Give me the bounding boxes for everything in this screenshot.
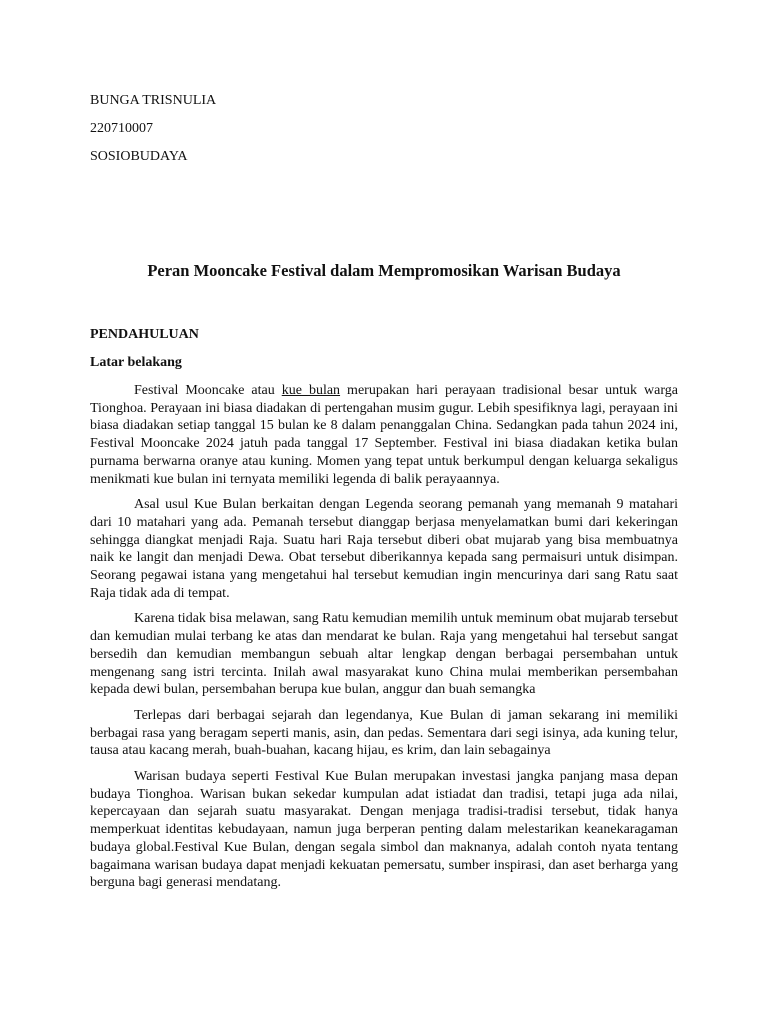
paragraph-1-intro: Festival Mooncake atau	[134, 383, 282, 398]
document-title: Peran Mooncake Festival dalam Mempromosikan Warisan Budaya	[147, 261, 621, 280]
student-id: 220710007	[90, 121, 153, 136]
section-heading: PENDAHULUAN	[90, 327, 199, 342]
paragraph-3: Karena tidak bisa melawan, sang Ratu kemudian memilih untuk meminum obat mujarab tersebut dan kemudian mulai terbang ke atas dan mendarat ke bulan. Raja yang mengetahui hal tersebut sangat bersedih dan kemudian membangun sebuah altar lengkap dengan berbagai persembahan untuk mengenang sang istri tercinta. Inilah awal masyarakat kuno China mulai memberikan persembahan kepada dewi bulan, persembahan berupa kue bulan, anggur dan buah semangka	[90, 611, 678, 698]
author-name: BUNGA TRISNULIA	[90, 93, 217, 108]
paragraph-1-rest: merupakan hari perayaan tradisional besar untuk warga Tionghoa. Perayaan ini biasa diadakan di pertengahan musim gugur. Lebih spesifiknya lagi, perayaan ini biasa diadakan setiap tanggal 15 bulan ke 8 dalam penanggalan China. Sedangkan pada tahun 2024 ini, Festival Mooncake 2024 jatuh pada tanggal 17 September. Festival ini biasa diadakan ketika bulan purnama berwarna oranye atau kuning. Momen yang tepat untuk berkumpul dengan keluarga sekaligus menikmati kue bulan ini ternyata memiliki legenda di balik perayaannya.	[90, 383, 678, 487]
program-name: SOSIOBUDAYA	[90, 149, 188, 164]
body-text	[90, 382, 678, 900]
paragraph-1	[90, 382, 678, 488]
paragraph-2: Asal usul Kue Bulan berkaitan dengan Legenda seorang pemanah yang memanah 9 matahari dari 10 matahari yang ada. Pemanah tersebut dianggap berjasa menyelamatkan bumi dari kekeringan sehingga diangkat menjadi Raja. Suatu hari Raja tersebut diberi obat mujarab yang bisa membuatnya naik ke langit dan menjadi Dewa. Obat tersebut diberikannya kepada sang permaisuri untuk disimpan. Seorang pegawai istana yang mengetahui hal tersebut kemudian ingin mencurinya dari sang Ratu saat Raja tidak ada di tempat.	[90, 497, 678, 601]
subsection-heading: Latar belakang	[90, 355, 182, 370]
paragraph-5: Warisan budaya seperti Festival Kue Bulan merupakan investasi jangka panjang masa depan budaya Tionghoa. Warisan bukan sekedar kumpulan adat istiadat dan tradisi, tetapi juga ada nilai, kepercayaan dan sejarah suatu masyarakat. Dengan menjaga tradisi-tradisi tersebut, tidak hanya memperkuat identitas kebudayaan, namun juga berperan penting dalam melestarikan keanekaragaman budaya global.Festival Kue Bulan, dengan segala simbol dan maknanya, adalah contoh nyata tentang bagaimana warisan budaya dapat menjadi kekuatan pemersatu, sumber inspirasi, dan aset berharga yang berguna bagi generasi mendatang.	[90, 769, 678, 891]
paragraph-4: Terlepas dari berbagai sejarah dan legendanya, Kue Bulan di jaman sekarang ini memiliki berbagai rasa yang beragam seperti manis, asin, dan pedas. Sementara dari segi isinya, ada kuning telur, tausa atau kacang merah, buah-buahan, kacang hijau, es krim, dan lain sebagainya	[90, 707, 678, 759]
kue-bulan-link[interactable]: kue bulan	[281, 383, 341, 398]
